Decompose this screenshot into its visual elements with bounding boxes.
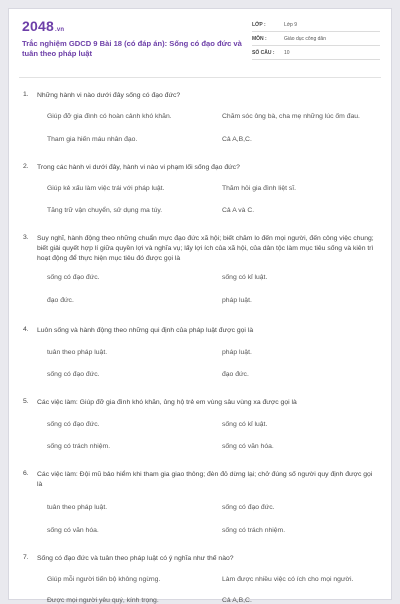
worksheet: [8, 8, 392, 604]
site-logo[interactable]: [22, 18, 64, 34]
meta-value: 10: [284, 49, 290, 56]
question-text: Những hành vi nào dưới đây sống có đạo đức?: [37, 92, 181, 99]
question-number: 5.: [23, 398, 29, 405]
question-number: 1.: [23, 91, 29, 98]
question-number: 2.: [23, 163, 29, 170]
question-text: Suy nghĩ, hành động theo những chuẩn mực đạo đức xã hội; biết chăm lo đến mọi người, đến công việc chung; biết giải quyết hợp lí giữa quyền lợi và nghĩa vụ; lấy lợi ích của xã hội, của dân tộc làm mục tiêu sống và kiên trì hoạt động để thực hiện mục tiêu đó được gọi là: [37, 235, 374, 262]
option-c[interactable]: sống có trách nhiệm.: [47, 443, 111, 450]
question-text: Các việc làm: Giúp đỡ gia đình khó khăn, ủng hộ trẻ em vùng sâu vùng xa được gọi là: [37, 399, 297, 406]
option-d[interactable]: Cả A và C.: [222, 207, 255, 214]
question-number: 7.: [23, 554, 29, 561]
option-c[interactable]: Được mọi người yêu quý, kính trọng.: [47, 597, 159, 604]
page-title: Trắc nghiệm GDCD 9 Bài 18 (có đáp án): Sống có đạo đức và tuân theo pháp luật: [22, 39, 242, 58]
option-c[interactable]: Tăng trữ vận chuyển, sử dụng ma túy.: [47, 207, 163, 214]
option-b[interactable]: pháp luật.: [222, 349, 252, 356]
option-c[interactable]: sống có đạo đức.: [47, 371, 100, 378]
option-b[interactable]: Chăm sóc ông bà, cha mẹ những lúc ốm đau.: [222, 113, 360, 120]
meta-value: Lớp 9: [284, 21, 298, 28]
option-a[interactable]: sống có đạo đức.: [47, 274, 100, 281]
meta-table: [252, 18, 380, 60]
option-c[interactable]: sống có văn hóa.: [47, 527, 99, 534]
option-b[interactable]: sống có đạo đức.: [222, 504, 275, 511]
option-b[interactable]: sống có kỉ luật.: [222, 421, 268, 428]
option-d[interactable]: sống có trách nhiệm.: [222, 527, 286, 534]
meta-row-class: [252, 18, 380, 32]
option-a[interactable]: Giúp kẻ xấu làm việc trái với pháp luật.: [47, 185, 165, 192]
option-b[interactable]: Thăm hỏi gia đình liệt sĩ.: [222, 185, 297, 192]
meta-value: Giáo dục công dân: [284, 35, 326, 42]
question-text: Trong các hành vi dưới đây, hành vi nào vi phạm lối sống đạo đức?: [37, 164, 240, 171]
meta-key: MÔN :: [252, 35, 267, 42]
option-d[interactable]: đạo đức.: [222, 371, 249, 378]
question-text: Luôn sống và hành động theo những qui định của pháp luật được gọi là: [37, 327, 254, 334]
option-d[interactable]: pháp luật.: [222, 297, 252, 304]
meta-key: SỐ CÂU :: [252, 49, 275, 56]
option-d[interactable]: Cả A,B,C.: [222, 597, 252, 604]
logo-text: 2048: [22, 18, 54, 34]
meta-row-subject: [252, 32, 380, 46]
question-text: Sống có đạo đức và tuân theo pháp luật có ý nghĩa như thế nào?: [37, 555, 234, 562]
option-b[interactable]: sống có kỉ luật.: [222, 274, 268, 281]
option-c[interactable]: đạo đức.: [47, 297, 74, 304]
option-c[interactable]: Tham gia hiến máu nhân đạo.: [47, 136, 138, 143]
meta-key: LỚP :: [252, 21, 266, 28]
question-number: 4.: [23, 326, 29, 333]
question-number: 3.: [23, 234, 29, 241]
option-a[interactable]: tuân theo pháp luật.: [47, 504, 108, 511]
question-text: Các việc làm: Đội mũ bảo hiểm khi tham gia giao thông; đèn đỏ dừng lại; chở đúng số người quy định được gọi là: [37, 471, 373, 488]
header-divider: [19, 77, 381, 78]
meta-row-count: [252, 46, 380, 60]
option-a[interactable]: tuân theo pháp luật.: [47, 349, 108, 356]
logo-suffix: .vn: [54, 27, 65, 33]
option-d[interactable]: Cả A,B,C.: [222, 136, 252, 143]
option-a[interactable]: sống có đạo đức.: [47, 421, 100, 428]
option-b[interactable]: Làm được nhiều việc có ích cho mọi người.: [222, 576, 354, 583]
option-d[interactable]: sống có văn hóa.: [222, 443, 274, 450]
worksheet-header: [9, 9, 391, 71]
question-number: 6.: [23, 470, 29, 477]
option-a[interactable]: Giúp đỡ gia đình có hoàn cảnh khó khăn.: [47, 113, 172, 120]
option-a[interactable]: Giúp mỗi người tiến bộ không ngừng.: [47, 576, 161, 583]
